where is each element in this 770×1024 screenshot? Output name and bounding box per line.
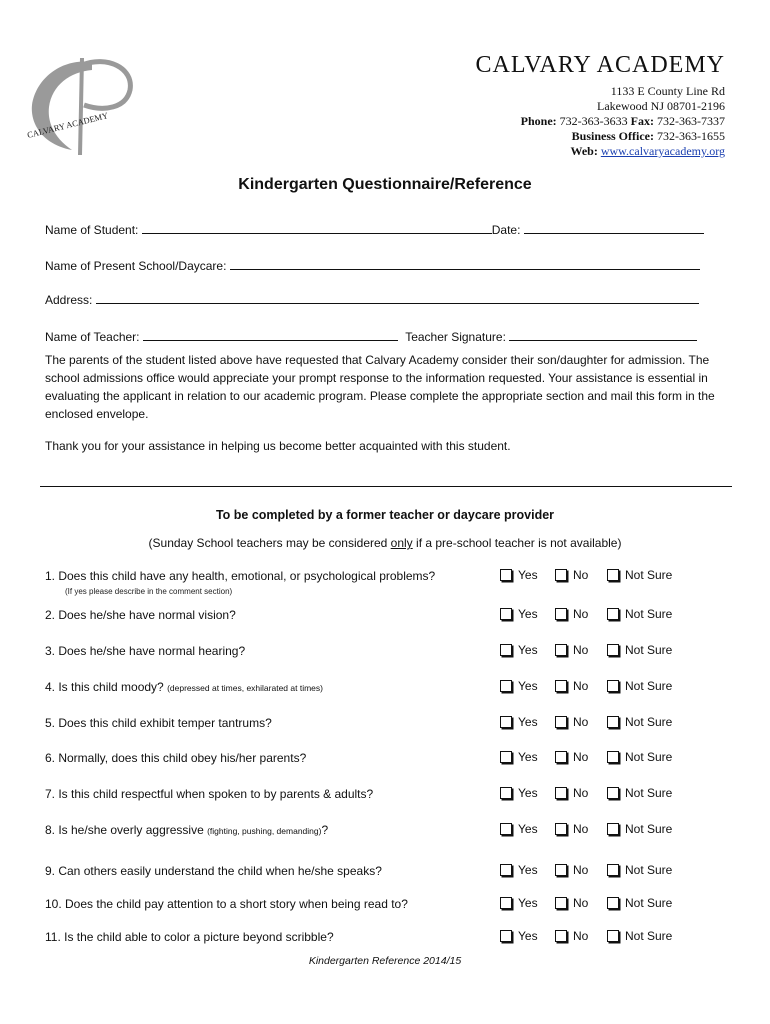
checkbox[interactable]: [500, 751, 512, 763]
option-label: No: [573, 786, 589, 800]
option-label: Yes: [518, 786, 538, 800]
option-yes[interactable]: [500, 750, 538, 764]
section-note: (Sunday School teachers may be considered only if a pre-school teacher is not available): [148, 536, 622, 550]
option-not-sure[interactable]: [607, 715, 672, 729]
option-label: Yes: [518, 896, 538, 910]
checkbox[interactable]: [555, 864, 567, 876]
option-yes[interactable]: [500, 715, 538, 729]
option-not-sure[interactable]: [607, 643, 672, 657]
checkbox[interactable]: [555, 930, 567, 942]
question-text: 10. Does the child pay attention to a short story when being read to?: [45, 897, 408, 911]
option-label: Not Sure: [625, 643, 673, 657]
checkbox[interactable]: [607, 608, 619, 620]
question-6: [45, 751, 306, 765]
address-label: Address:: [45, 293, 93, 307]
option-yes[interactable]: [500, 822, 538, 836]
checkbox[interactable]: [607, 644, 619, 656]
option-label: Yes: [518, 715, 538, 729]
question-text: 9. Can others easily understand the child when he/she speaks?: [45, 864, 382, 878]
footer-text: Kindergarten Reference 2014/15: [308, 955, 462, 967]
question-5: [45, 716, 272, 730]
school-label: Name of Present School/Daycare:: [45, 259, 227, 273]
web-line: Web: www.calvaryacademy.org: [570, 144, 725, 158]
option-no[interactable]: [555, 643, 588, 657]
teacher-row: [45, 328, 697, 344]
option-no[interactable]: [555, 896, 588, 910]
question-11: [45, 930, 334, 944]
option-label: Not Sure: [625, 822, 673, 836]
option-label: Not Sure: [625, 786, 673, 800]
option-not-sure[interactable]: [607, 822, 672, 836]
option-label: Not Sure: [625, 863, 673, 877]
checkbox[interactable]: [500, 787, 512, 799]
checkbox[interactable]: [555, 897, 567, 909]
checkbox[interactable]: [555, 608, 567, 620]
option-label: Yes: [518, 822, 538, 836]
question-text: 3. Does he/she have normal hearing?: [45, 644, 246, 658]
student-name-label: Name of Student:: [45, 223, 139, 237]
checkbox[interactable]: [500, 569, 512, 581]
question-text: 5. Does this child exhibit temper tantrums?: [45, 716, 272, 730]
question-text: 8. Is he/she overly aggressive: [45, 823, 204, 837]
option-not-sure[interactable]: [607, 929, 672, 943]
school-field[interactable]: [230, 257, 700, 270]
logo-text: CALVARY ACADEMY: [26, 110, 110, 140]
teacher-signature-label: Teacher Signature:: [405, 330, 506, 344]
option-not-sure[interactable]: [607, 863, 672, 877]
question-text: 6. Normally, does this child obey his/her parents?: [45, 751, 307, 765]
question-text: 4. Is this child moody?: [45, 680, 164, 694]
option-label: Yes: [518, 863, 538, 877]
checkbox[interactable]: [555, 823, 567, 835]
option-not-sure[interactable]: [607, 607, 672, 621]
option-label: No: [573, 822, 589, 836]
option-yes[interactable]: [500, 568, 538, 582]
option-yes[interactable]: [500, 929, 538, 943]
checkbox[interactable]: [500, 930, 512, 942]
option-label: Not Sure: [625, 607, 673, 621]
question-text: 11. Is the child able to color a picture beyond scribble?: [45, 930, 334, 944]
question-4: [45, 680, 323, 694]
date-label: Date:: [491, 223, 521, 237]
option-yes[interactable]: [500, 679, 538, 693]
option-not-sure[interactable]: [607, 896, 672, 910]
teacher-name-label: Name of Teacher:: [45, 330, 140, 344]
checkbox[interactable]: [555, 716, 567, 728]
business-office-line: Business Office: 732-363-1655: [571, 129, 725, 143]
checkbox[interactable]: [500, 864, 512, 876]
checkbox[interactable]: [607, 680, 619, 692]
option-yes[interactable]: [500, 896, 538, 910]
option-yes[interactable]: [500, 643, 538, 657]
option-no[interactable]: [555, 929, 588, 943]
thanks-text: Thank you for your assistance in helping us become better acquainted with this student.: [45, 439, 511, 453]
option-no[interactable]: [555, 786, 588, 800]
option-no[interactable]: [555, 863, 588, 877]
question-8: [45, 823, 328, 837]
option-label: Not Sure: [625, 929, 673, 943]
address-row: [45, 291, 699, 307]
address-line-1: 1133 E County Line Rd: [610, 84, 725, 98]
option-label: Yes: [518, 568, 538, 582]
checkbox[interactable]: [607, 716, 619, 728]
option-no[interactable]: [555, 607, 588, 621]
checkbox[interactable]: [607, 787, 619, 799]
option-label: Yes: [518, 643, 538, 657]
option-no[interactable]: [555, 750, 588, 764]
question-text: 7. Is this child respectful when spoken to by parents & adults?: [45, 787, 374, 801]
checkbox[interactable]: [555, 644, 567, 656]
checkbox[interactable]: [500, 644, 512, 656]
option-label: Yes: [518, 607, 538, 621]
option-yes[interactable]: [500, 786, 538, 800]
option-label: No: [573, 607, 589, 621]
option-label: Yes: [518, 929, 538, 943]
option-label: No: [573, 750, 589, 764]
teacher-name-field[interactable]: [143, 328, 398, 341]
checkbox[interactable]: [607, 823, 619, 835]
option-label: Not Sure: [625, 679, 673, 693]
school-name: CALVARY ACADEMY: [475, 52, 725, 78]
option-no[interactable]: [555, 679, 588, 693]
question-2: [45, 608, 236, 622]
checkbox[interactable]: [555, 569, 567, 581]
question-10: [45, 897, 408, 911]
option-label: Not Sure: [625, 750, 673, 764]
checkbox[interactable]: [500, 716, 512, 728]
option-label: Not Sure: [625, 568, 673, 582]
option-yes[interactable]: [500, 863, 538, 877]
checkbox[interactable]: [555, 680, 567, 692]
question-note: (fighting, pushing, demanding): [207, 826, 322, 836]
option-label: Yes: [518, 750, 538, 764]
question-text: 2. Does he/she have normal vision?: [45, 608, 236, 622]
question-subnote: (If yes please describe in the comment section): [65, 587, 233, 596]
option-not-sure[interactable]: [607, 679, 672, 693]
option-label: Not Sure: [625, 896, 673, 910]
option-label: No: [573, 929, 589, 943]
school-logo: [22, 50, 142, 160]
school-row: [45, 257, 700, 273]
question-1: [45, 569, 435, 583]
checkbox[interactable]: [607, 930, 619, 942]
option-not-sure[interactable]: [607, 750, 672, 764]
option-label: No: [573, 715, 589, 729]
address-field[interactable]: [96, 291, 699, 304]
option-label: No: [573, 679, 589, 693]
checkbox[interactable]: [607, 751, 619, 763]
checkbox[interactable]: [607, 864, 619, 876]
question-text: 1. Does this child have any health, emotional, or psychological problems?: [45, 569, 436, 583]
section-title: To be completed by a former teacher or daycare provider: [215, 508, 555, 522]
option-not-sure[interactable]: [607, 568, 672, 582]
intro-paragraph: The parents of the student listed above have requested that Calvary Academy consider their son/daughter for admission. The school admissions office would appreciate your prompt response to the information requested. Your assistance is essential in evaluating the applicant in relation to our academic program. Please complete the appropriate section and mail this form in the enclosed envelope.: [45, 353, 715, 421]
checkbox[interactable]: [500, 680, 512, 692]
checkbox[interactable]: [607, 897, 619, 909]
option-no[interactable]: [555, 568, 588, 582]
student-name-field[interactable]: [142, 221, 492, 234]
address-line-2: Lakewood NJ 08701-2196: [597, 99, 725, 113]
section-divider: [40, 486, 732, 487]
checkbox[interactable]: [555, 751, 567, 763]
teacher-signature-field[interactable]: [509, 328, 697, 341]
question-9: [45, 864, 382, 878]
website-link[interactable]: www.calvaryacademy.org: [600, 144, 725, 158]
question-note: (depressed at times, exhilarated at times): [167, 683, 323, 693]
student-date-row: [45, 221, 704, 237]
form-title: Kindergarten Questionnaire/Reference: [238, 176, 532, 193]
date-field[interactable]: [524, 221, 704, 234]
option-label: No: [573, 643, 589, 657]
option-no[interactable]: [555, 715, 588, 729]
contact-info: [521, 84, 725, 159]
option-no[interactable]: [555, 822, 588, 836]
option-label: No: [573, 568, 589, 582]
checkbox[interactable]: [500, 823, 512, 835]
phone-fax-line: Phone: 732-363-3633 Fax: 732-363-7337: [520, 114, 725, 128]
option-label: Not Sure: [625, 715, 673, 729]
option-yes[interactable]: [500, 607, 538, 621]
option-label: Yes: [518, 679, 538, 693]
checkbox[interactable]: [500, 897, 512, 909]
checkbox[interactable]: [555, 787, 567, 799]
option-label: No: [573, 896, 589, 910]
question-7: [45, 787, 373, 801]
question-3: [45, 644, 245, 658]
option-not-sure[interactable]: [607, 786, 672, 800]
option-label: No: [573, 863, 589, 877]
checkbox[interactable]: [500, 608, 512, 620]
checkbox[interactable]: [607, 569, 619, 581]
question-suffix: ?: [321, 823, 329, 837]
